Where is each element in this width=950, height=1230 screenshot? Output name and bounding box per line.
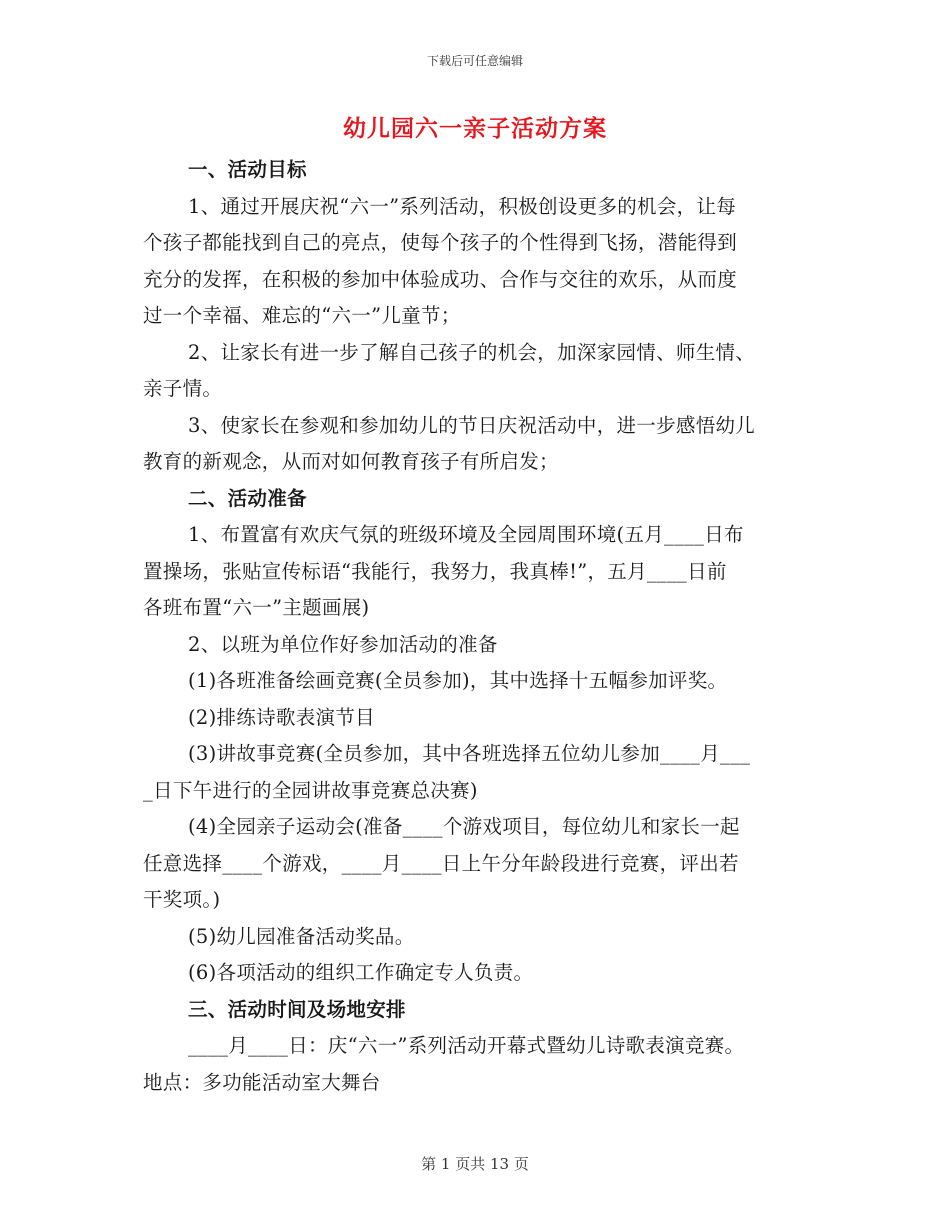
paragraph-line: 3、使家长在参观和参加幼儿的节日庆祝活动中，进一步感悟幼儿 bbox=[188, 413, 756, 437]
list-item: (1)各班准备绘画竞赛(全员参加)，其中选择十五幅参加评奖。 bbox=[188, 669, 728, 692]
section-heading-preparation: 二、活动准备 bbox=[188, 486, 307, 510]
paragraph-line: 1、通过开展庆祝“六一”系列活动，积极创设更多的机会，让每 bbox=[188, 194, 737, 218]
list-item: (5)幼儿园准备活动奖品。 bbox=[188, 924, 415, 948]
paragraph-line: 个孩子都能找到自己的亮点，使每个孩子的个性得到飞扬，潜能得到 bbox=[143, 231, 738, 254]
section-heading-schedule: 三、活动时间及场地安排 bbox=[188, 997, 406, 1021]
document-body bbox=[143, 152, 811, 1101]
list-item: (2)排练诗歌表演节目 bbox=[188, 705, 375, 729]
paragraph-line: 充分的发挥，在积极的参加中体验成功、合作与交往的欢乐，从而度 bbox=[143, 267, 738, 291]
page-header: 下载后可任意编辑 bbox=[426, 54, 523, 68]
list-item: (6)各项活动的组织工作确定专人负责。 bbox=[188, 961, 534, 984]
paragraph-line: 过一个幸福、难忘的“六一”儿童节； bbox=[143, 304, 461, 327]
paragraph-line: 干奖项。) bbox=[143, 888, 221, 911]
paragraph-line: 教育的新观念，从而对如何教育孩子有所启发； bbox=[143, 450, 559, 473]
paragraph-line: 任意选择____个游戏，____月____日上午分年龄段进行竞赛，评出若 bbox=[143, 851, 739, 875]
paragraph-line: 1、布置富有欢庆气氛的班级环境及全园周围环境(五月____日布 bbox=[188, 523, 744, 546]
paragraph-line: ____月____日：庆“六一”系列活动开幕式暨幼儿诗歌表演竞赛。 bbox=[188, 1034, 745, 1057]
page-footer: 第 1 页共 13 页 bbox=[421, 1155, 529, 1173]
list-item: (4)全园亲子运动会(准备____个游戏项目，每位幼儿和家长一起 bbox=[188, 815, 740, 838]
section-heading-goals: 一、活动目标 bbox=[188, 158, 307, 181]
paragraph-line: 置操场，张贴宣传标语“我能行，我努力，我真棒!”，五月____日前 bbox=[143, 559, 727, 583]
paragraph-line: 亲子情。 bbox=[143, 377, 223, 400]
paragraph-line: 地点：多功能活动室大舞台 bbox=[143, 1070, 381, 1094]
paragraph-line: 各班布置“六一”主题画展) bbox=[143, 596, 370, 619]
list-item: (3)讲故事竞赛(全员参加，其中各班选择五位幼儿参加____月___ bbox=[188, 742, 751, 765]
paragraph-line: _日下午进行的全园讲故事竞赛总决赛) bbox=[143, 778, 478, 802]
document-title: 幼儿园六一亲子活动方案 bbox=[343, 115, 607, 142]
paragraph-line: 2、以班为单位作好参加活动的准备 bbox=[188, 632, 498, 656]
paragraph-line: 2、让家长有进一步了解自己孩子的机会，加深家园情、师生情、 bbox=[188, 340, 756, 364]
